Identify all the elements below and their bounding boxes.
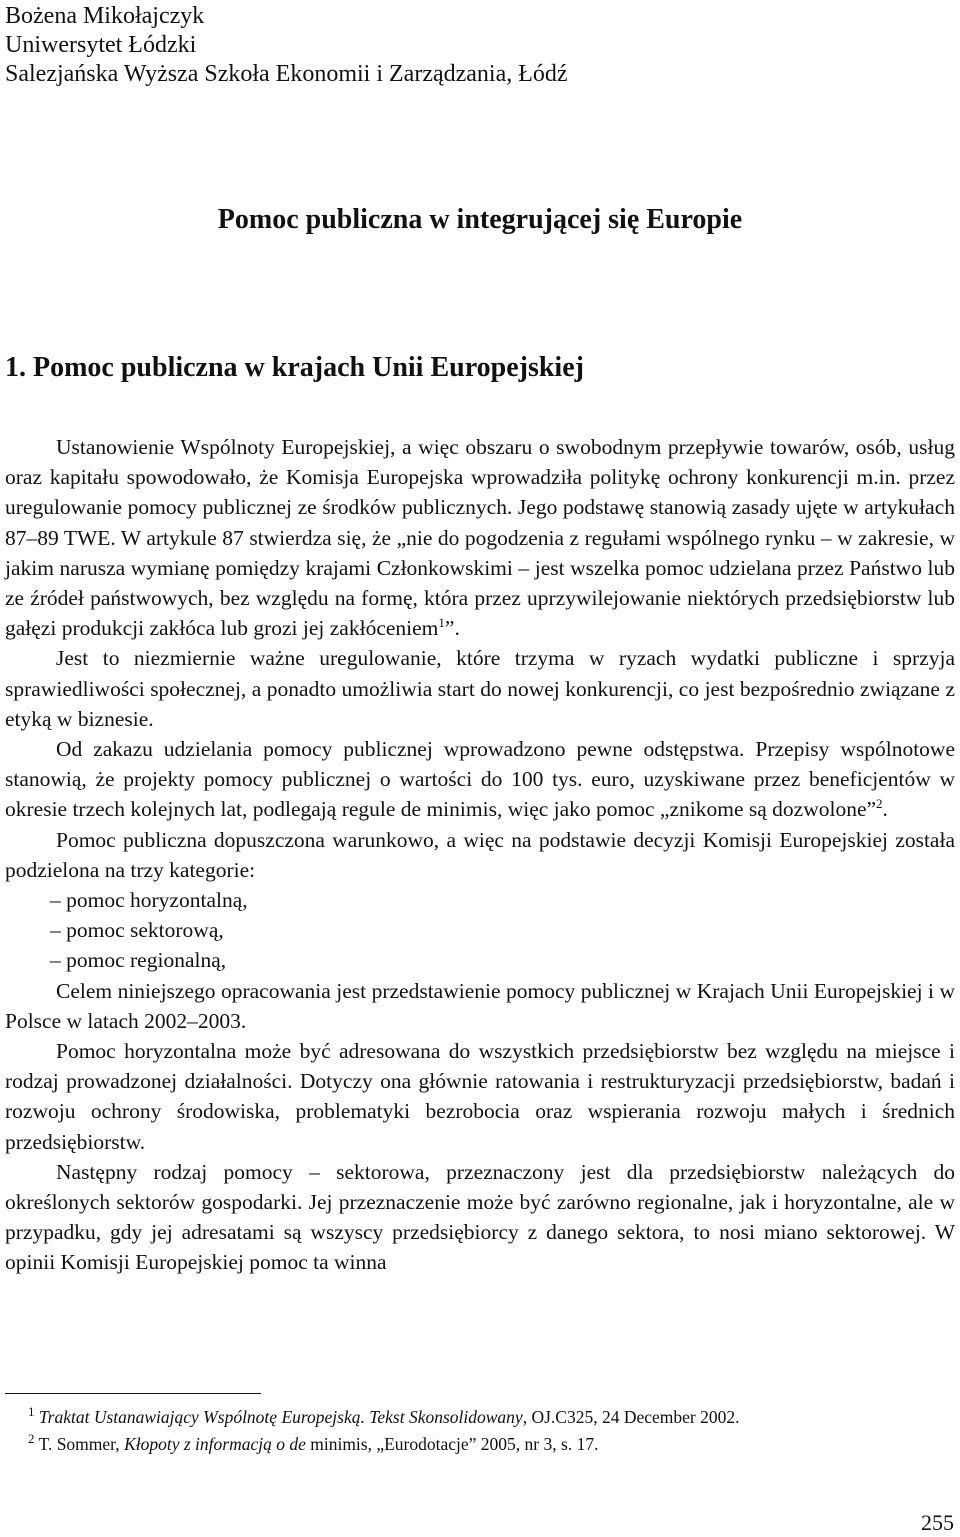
footnote-ref[interactable]: 1 <box>438 615 445 631</box>
footnote-divider <box>5 1393 261 1394</box>
paragraph: Jest to niezmiernie ważne uregulowanie, które trzyma w ryzach wydatki publiczne i sprzyja sprawiedliwości społecznej, a ponadto umożliwia start do nowej konkurencji, co jest bezpośrednio związane z etyką w biznesie. <box>5 646 955 731</box>
list-item: – pomoc sektorową, <box>50 918 224 943</box>
footnote-text: T. Sommer, <box>38 1434 125 1454</box>
paragraph: Celem niniejszego opracowania jest przedstawienie pomocy publicznej w Krajach Unii Europejskiej i w Polsce w latach 2002–2003. <box>5 978 955 1033</box>
paragraph: Następny rodzaj pomocy – sektorowa, przeznaczony jest dla przedsiębiorstw należących do określonych sektorów gospodarki. Jej przeznaczenie może być zarówno regionalne, jak i horyzontalne, ale w przypadku, gdy jej adresatami są wszyscy przedsiębiorcy z danego sektora, to nosi miano sektorowej. W opinii Komisji Europejskiej pomoc ta winna <box>5 1159 955 1275</box>
paragraph-text: Od zakazu udzielania pomocy publicznej wprowadzono pewne odstępstwa. Przepisy wspólnotowe stanowią, że projekty pomocy publicznej o wartości do 100 tys. euro, uzyskiwane przez beneficjentów w okresie trzech kolejnych lat, podlegają regule de minimis, więc jako pomoc „znikome są dozwolone” <box>5 737 955 822</box>
author-name: Bożena Mikołajczyk <box>5 3 205 29</box>
footnote-title: Kłopoty z informacją o de <box>124 1434 306 1454</box>
paragraph <box>5 734 955 825</box>
paragraph-text: Ustanowienie Wspólnoty Europejskiej, a więc obszaru o swobodnym przepływie towarów, osób, usług oraz kapitału spowodowało, że Komisja Europejska wprowadziła politykę ochrony konkurencji m.in. przez uregulowanie pomocy publicznej ze środków publicznych. Jego podstawę stanowią zasady ujęte w artykułach 87–89 TWE. W artykule 87 stwierdza się, że „nie do pogodzenia z regułami wspólnego rynku – w zakresie, w jakim narusza wymianę pomiędzy krajami Członkowskimi – jest wszelka pomoc udzielana przez Państwo lub ze źródeł państwowych, bez względu na formę, która przez uprzywilejowanie niektórych przedsiębiorstw lub gałęzi produkcji zakłóca lub grozi jej zakłóceniem <box>5 435 955 641</box>
paragraph-text: ”. <box>444 616 460 641</box>
author-affiliation: Salezjańska Wyższa Szkoła Ekonomii i Zarządzania, Łódź <box>5 61 568 87</box>
footnote-text: , OJ.C325, 24 December 2002. <box>522 1407 740 1427</box>
footnote-ref[interactable]: 2 <box>876 796 883 812</box>
footnote <box>28 1404 948 1431</box>
footnote <box>28 1431 948 1458</box>
page-number: 255 <box>921 1510 954 1535</box>
footnote-title: Traktat Ustanawiający Wspólnotę Europejską. Tekst Skonsolidowany <box>38 1407 523 1427</box>
footnotes <box>28 1404 948 1458</box>
body-text <box>5 432 955 1278</box>
section-heading: 1. Pomoc publiczna w krajach Unii Europejskiej <box>5 352 584 383</box>
list-item: – pomoc horyzontalną, <box>50 888 248 913</box>
list-item: – pomoc regionalną, <box>50 948 227 973</box>
paragraph: Pomoc publiczna dopuszczona warunkowo, a więc na podstawie decyzji Komisji Europejskiej została podzielona na trzy kategorie: <box>5 827 955 882</box>
author-block <box>5 2 568 89</box>
footnote-text: minimis, „Eurodotacje” 2005, nr 3, s. 17. <box>305 1434 599 1454</box>
document-title: Pomoc publiczna w integrującej się Europie <box>217 204 743 235</box>
footnote-number: 1 <box>28 1404 35 1420</box>
footnote-number: 2 <box>28 1431 35 1447</box>
paragraph <box>5 432 955 643</box>
paragraph: Pomoc horyzontalna może być adresowana do wszystkich przedsiębiorstw bez względu na miejsce i rodzaj prowadzonej działalności. Dotyczy ona głównie ratowania i restrukturyzacji przedsiębiorstw, badań i rozwoju ochrony środowiska, problematyki bezrobocia oraz wspierania rozwoju małych i średnich przedsiębiorstw. <box>5 1039 955 1154</box>
paragraph-text: . <box>882 797 888 822</box>
author-affiliation: Uniwersytet Łódzki <box>5 32 197 58</box>
